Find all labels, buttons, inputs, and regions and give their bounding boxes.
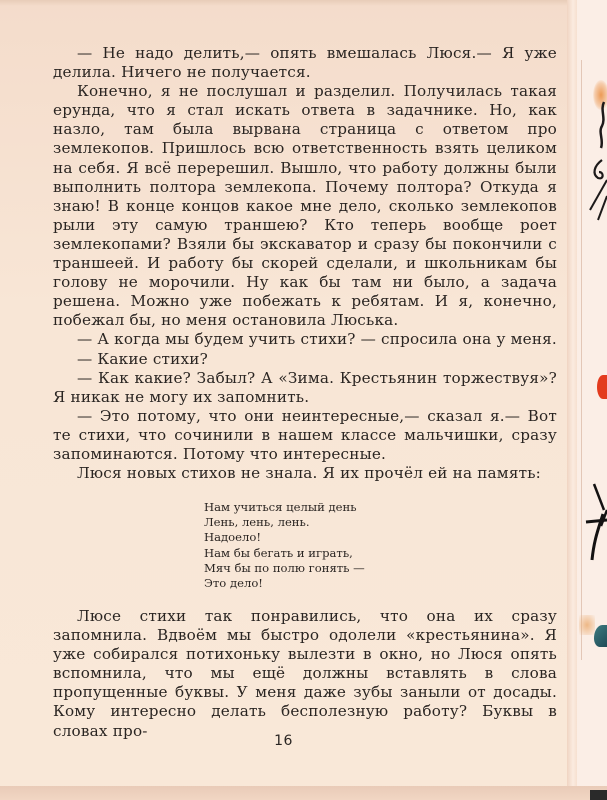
paragraph: Люся новых стихов не знала. Я их прочёл ей на память:: [77, 464, 541, 483]
poem-line: Мяч бы по полю гонять —: [204, 560, 365, 575]
poem-line: Лень, лень, лень.: [204, 515, 310, 530]
adjacent-page-frame-line: [581, 60, 582, 660]
illustration-ink-flourish-icon: [588, 100, 607, 250]
poem-line: Это дело!: [204, 576, 263, 591]
dark-background-corner: [590, 790, 607, 800]
page-number: 16: [274, 733, 293, 749]
illustration-orange-smudge: [579, 615, 595, 635]
paragraph: — Как какие? Забыл? А «Зима. Крестьянин торжествуя»? Я никак не могу их запомнить.: [53, 368, 557, 406]
illustration-red-dot: [597, 375, 607, 399]
paragraph: — Какие стихи?: [77, 349, 208, 368]
illustration-ink-star-icon: [584, 480, 607, 570]
paragraph: — Не надо делить,— опять вмешалась Люся.— Я уже делила. Ничего не получается.: [53, 44, 557, 82]
paragraph: — Это потому, что они неинтересные,— сказал я.— Вот те стихи, что сочинили в нашем классе мальчишки, сразу запоминаются. Потому что интересные.: [53, 406, 557, 463]
poem-line: Нам бы бегать и играть,: [204, 545, 353, 560]
text-before-poem: [53, 44, 557, 483]
paragraph: Люсе стихи так понравились, что она их сразу запомнила. Вдвоём мы быстро одолели «крестьянина». Я уже собирался потихоньку вылезти в окно, но Люся опять вспомнила, что мы ещё должны вставлять в слова пропущенные буквы. У меня даже зубы заныли от досады. Кому интересно делать бесполезную работу? Буквы в словах про-: [53, 607, 557, 740]
page-top-shade: [0, 0, 567, 6]
poem: [204, 500, 365, 591]
illustration-teal-leaf: [594, 625, 607, 647]
poem-line: Надоело!: [204, 530, 262, 545]
page-bottom-edge: [0, 786, 607, 800]
text-after-poem: [53, 607, 557, 741]
paragraph: — А когда мы будем учить стихи? — спросила она у меня.: [77, 330, 557, 349]
poem-line: Нам учиться целый день: [204, 500, 357, 514]
book-gutter: [567, 0, 577, 800]
paragraph: Конечно, я не послушал и разделил. Получилась такая ерунда, что я стал искать ответа в задачнике. Но, как назло, там была вырвана страница с ответом про землекопов. Пришлось всю ответственность взять целиком на себя. Я всё перерешил. Вышло, что работу должны были выполнить полтора землекопа. Почему полтора? Откуда я знаю! В конце концов какое мне дело, сколько землекопов рыли эту самую траншею? Кто теперь вообще роет землекопами? Взяли бы экскаватор и сразу бы покончили с траншеей. И работу бы скорей сделали, и школьникам бы голову не морочили. Ну как бы там ни было, а задача решена. Можно уже побежать к ребятам. И я, конечно, побежал бы, но меня остановила Люська.: [53, 82, 557, 330]
